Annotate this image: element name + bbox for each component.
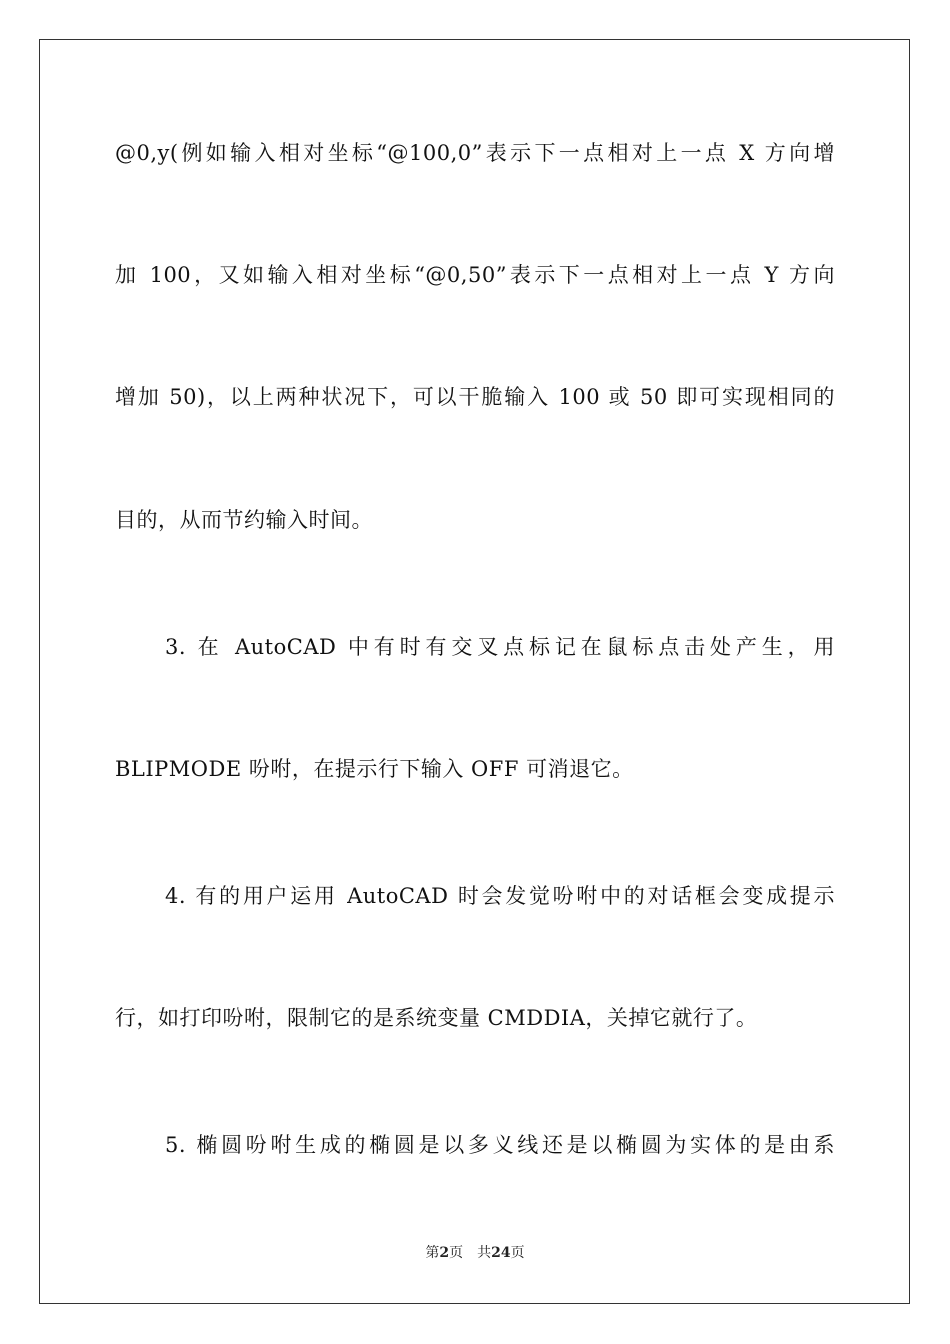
page-prefix: 第 xyxy=(425,1245,440,1261)
text-line-5: 3. 在 AutoCAD 中有时有交叉点标记在鼠标点击处产生，用 xyxy=(165,635,835,659)
text-line-9: 5. 椭圆吩咐生成的椭圆是以多义线还是以椭圆为实体的是由系 xyxy=(165,1133,835,1157)
page-footer xyxy=(0,1244,950,1262)
text-line-2: 加 100，又如输入相对坐标“@0,50”表示下一点相对上一点 Y 方向 xyxy=(115,263,835,287)
total-suffix: 页 xyxy=(510,1245,525,1261)
text-line-3: 增加 50)，以上两种状况下，可以干脆输入 100 或 50 即可实现相同的 xyxy=(115,385,835,409)
total-pages: 24 xyxy=(491,1245,511,1261)
total-prefix: 共 xyxy=(477,1245,492,1261)
page-mid: 页 xyxy=(449,1245,464,1261)
page-current: 2 xyxy=(439,1245,450,1261)
page-border xyxy=(39,39,910,1304)
text-line-8: 行，如打印吩咐，限制它的是系统变量 CMDDIA，关掉它就行了。 xyxy=(115,1006,758,1030)
text-line-6: BLIPMODE 吩咐，在提示行下输入 OFF 可消退它。 xyxy=(115,757,634,781)
text-line-4: 目的，从而节约输入时间。 xyxy=(115,508,373,532)
text-line-7: 4. 有的用户运用 AutoCAD 时会发觉吩咐中的对话框会变成提示 xyxy=(165,884,835,908)
text-line-1: @0,y(例如输入相对坐标“@100,0”表示下一点相对上一点 X 方向增 xyxy=(115,141,835,165)
